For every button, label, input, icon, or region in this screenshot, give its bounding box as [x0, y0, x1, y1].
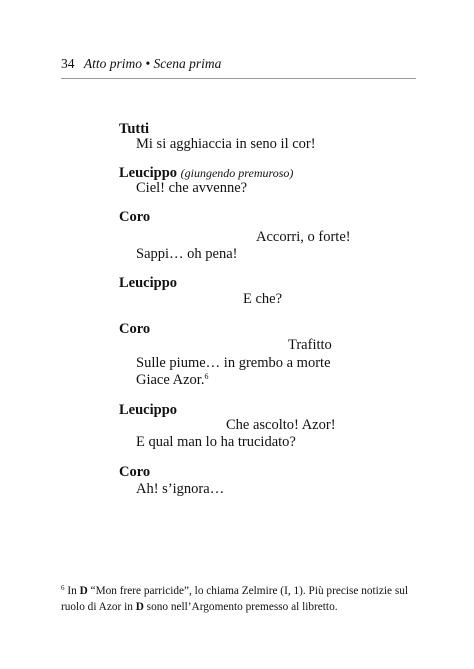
verse-line: Mi si agghiaccia in seno il cor!: [136, 136, 316, 152]
verse-text: Giace Azor.: [136, 372, 205, 388]
footnote-text: “Mon frere parricide”, lo chiama Zelmire (I, 1). Più precise notizie sul ruolo di Azor in: [61, 585, 408, 613]
footnote-source-d: D: [135, 601, 144, 613]
footnote-source-d: D: [79, 585, 88, 597]
verse-line: E qual man lo ha trucidato?: [136, 434, 296, 450]
verse-line: Ah! s’ignora…: [136, 481, 225, 497]
verse-line: E che?: [243, 291, 283, 307]
running-title: Atto primo • Scena prima: [83, 56, 222, 71]
speaker-coro: Coro: [119, 464, 151, 480]
verse-line: Ciel! che avvenne?: [136, 180, 248, 196]
speaker-leucippo: Leucippo: [119, 402, 178, 418]
stage-paren-close: ): [289, 166, 294, 180]
speaker-leucippo: Leucippo: [119, 275, 178, 291]
verse-line: Sulle piume… in grembo a morte: [136, 355, 331, 371]
footnote-text: In: [64, 585, 80, 597]
footnote-text: sono nell’Argomento premesso al libretto.: [143, 601, 338, 613]
header-rule: [61, 78, 416, 79]
verse-line: Che ascolto! Azor!: [226, 417, 336, 433]
speaker-tutti: Tutti: [119, 121, 150, 137]
speaker-coro: Coro: [119, 321, 151, 337]
verse-line: Accorri, o forte!: [256, 229, 351, 245]
footnote: [61, 583, 421, 615]
verse-line: [136, 371, 208, 389]
speaker-name: Leucippo: [119, 165, 178, 181]
footnote-number: 6: [61, 584, 65, 592]
speaker-coro: Coro: [119, 209, 151, 225]
page-number: 34: [61, 56, 75, 71]
stage-paren-open: (: [180, 166, 185, 180]
stage-text: giungendo premuroso: [184, 166, 290, 180]
footnote-ref: 6: [204, 372, 209, 381]
stage-direction: [181, 166, 294, 180]
verse-line: Trafitto: [288, 337, 332, 353]
verse-line: Sappi… oh pena!: [136, 246, 238, 262]
page-header: [61, 56, 416, 72]
